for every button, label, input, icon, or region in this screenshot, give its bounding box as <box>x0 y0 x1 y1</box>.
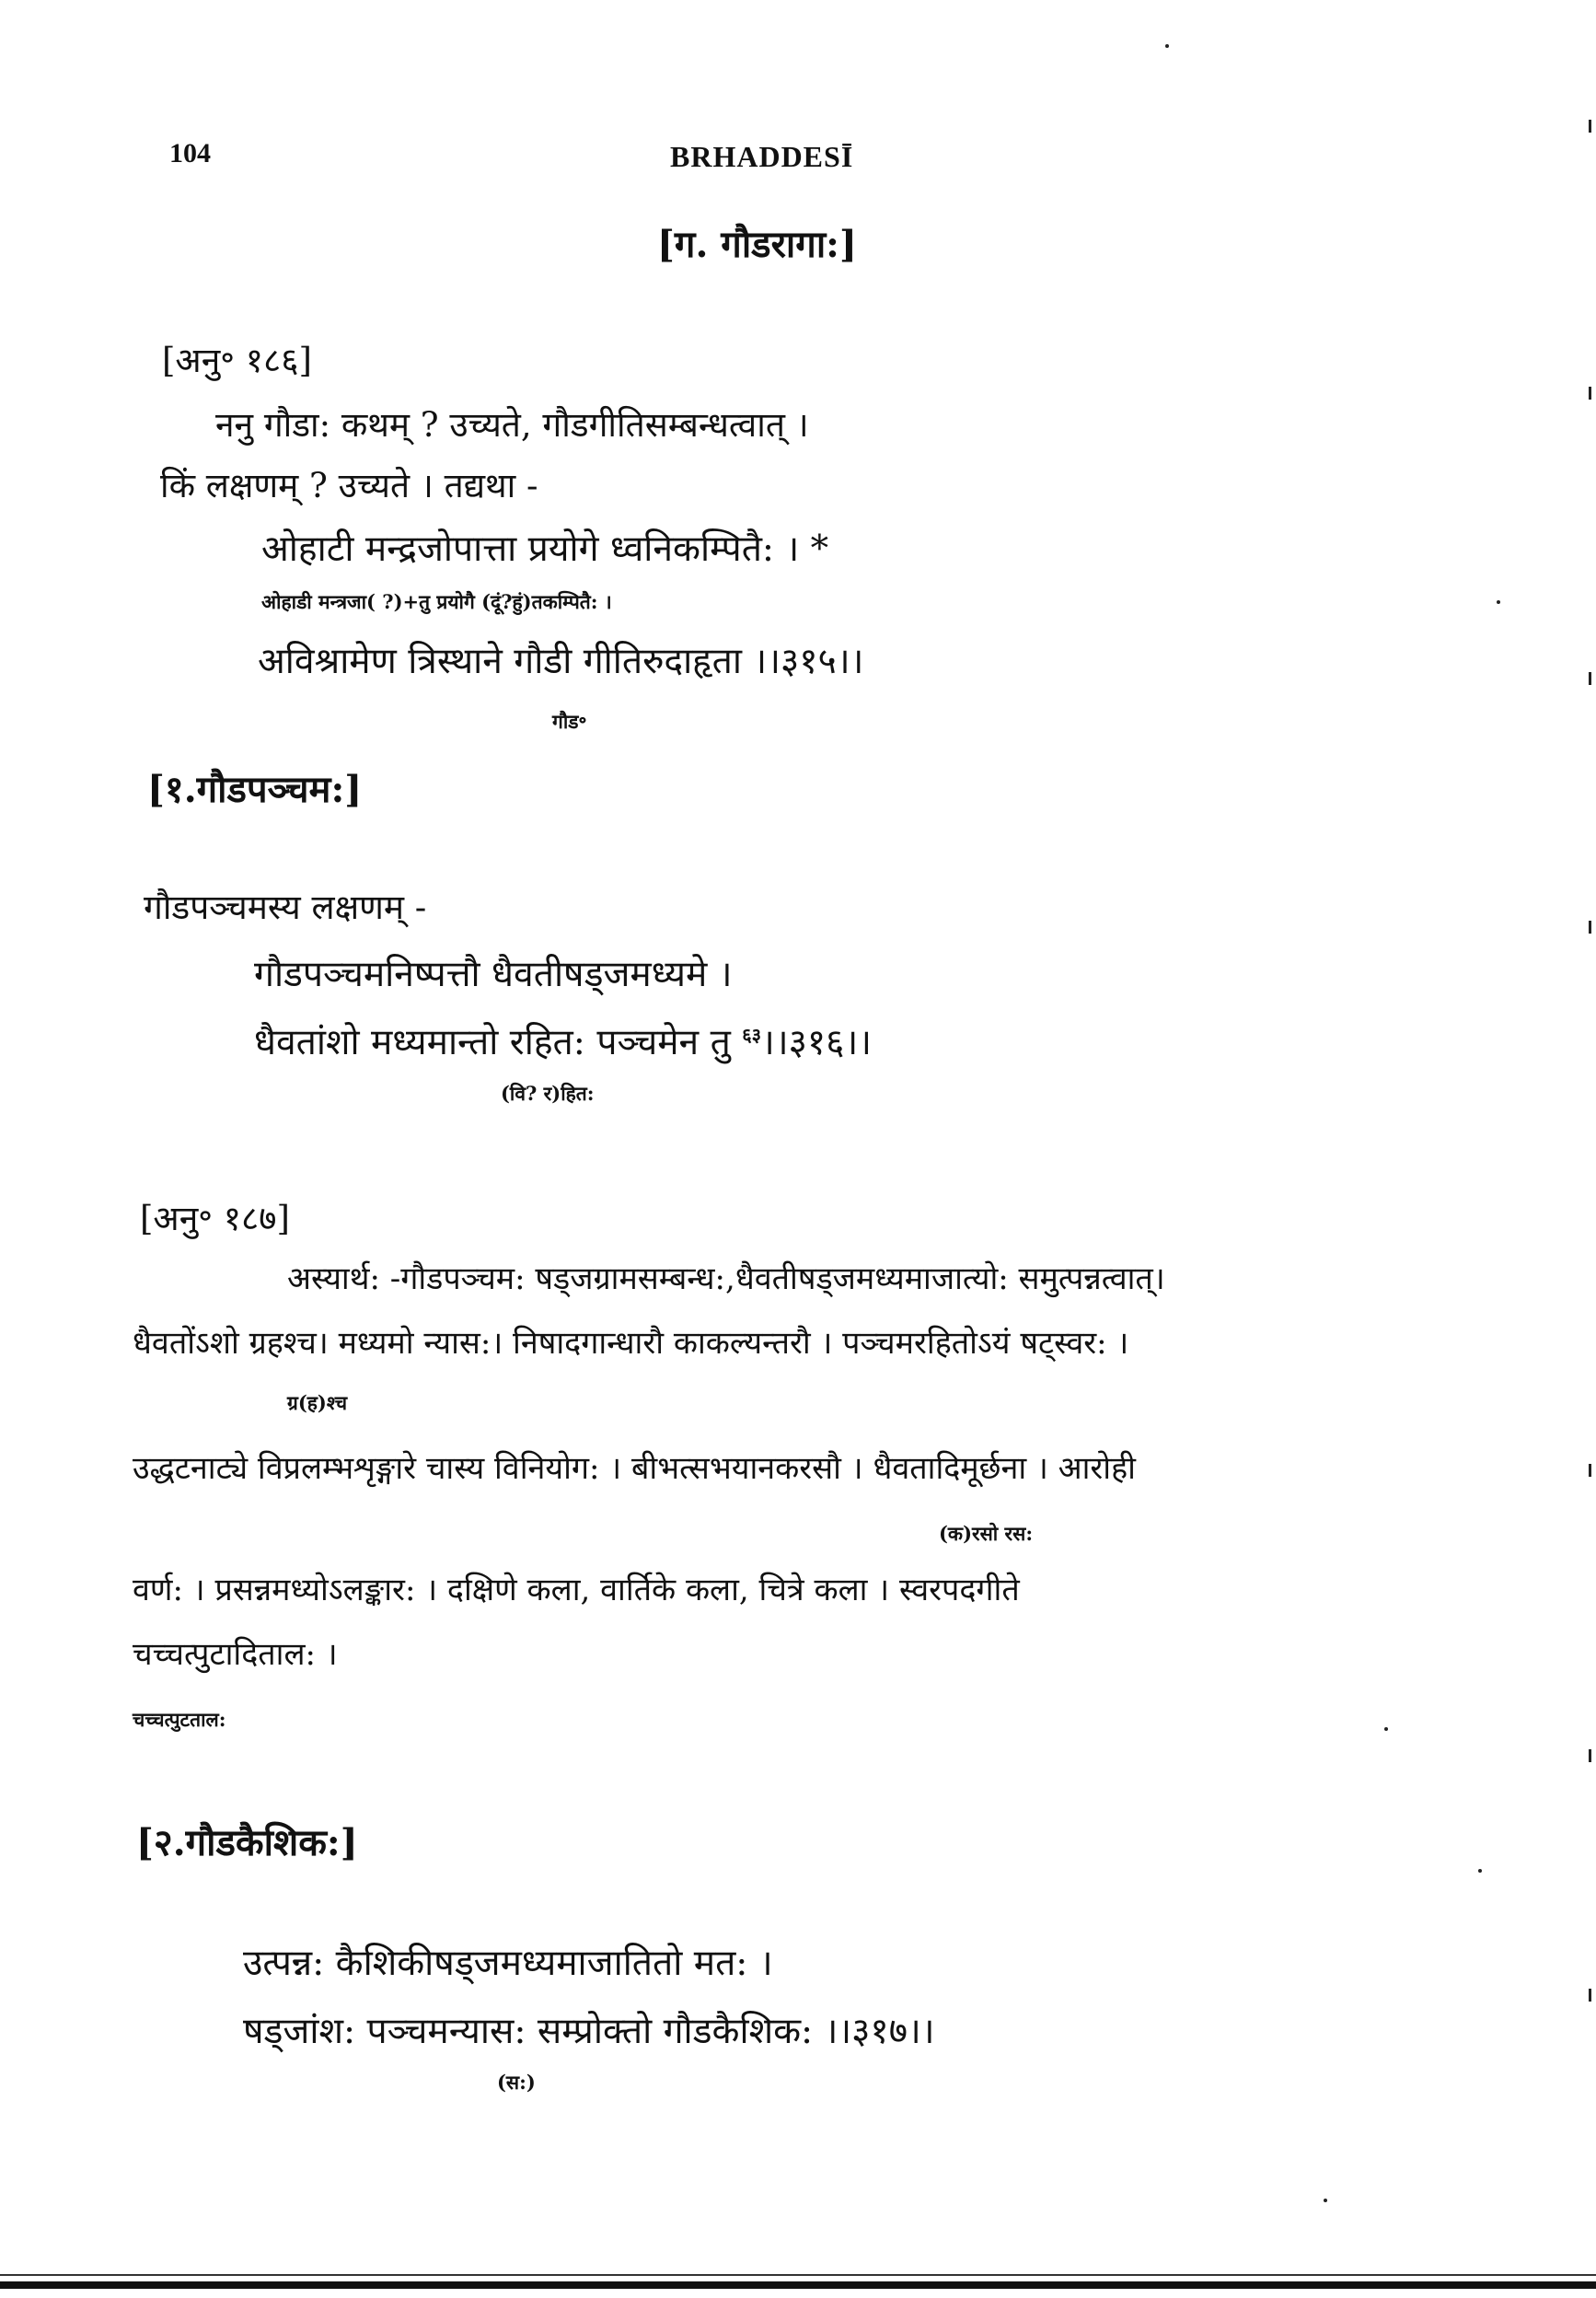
variant-reading: (स:) <box>497 2071 536 2094</box>
edge-mark <box>1589 1464 1591 1477</box>
page-edge-shadow <box>0 2274 1596 2276</box>
edge-mark <box>1589 672 1591 685</box>
edge-mark <box>1589 1989 1591 2002</box>
running-title: BRHADDESĪ <box>670 140 854 173</box>
prose-line: उद्धटनाट्ये विप्रलम्भशृङ्गारे चास्य विनियोग: । बीभत्सभयानकरसौ । धैवतादिमूर्छना । आरोही <box>133 1450 1136 1487</box>
subsection-title: [१.गौडपञ्चम:] <box>147 768 363 811</box>
variant-reading: (वि? र)हित: <box>501 1082 595 1105</box>
variant-reading: (क)रसो रस: <box>939 1522 1034 1545</box>
scan-speck <box>1165 44 1169 48</box>
scan-speck <box>1497 600 1500 604</box>
variant-reading: चच्चत्पुटताल: <box>133 1708 226 1731</box>
edge-mark <box>1589 1749 1591 1762</box>
verse-line: गौडपञ्चमनिष्पत्तौ धैवतीषड्जमध्यमे । <box>254 954 733 995</box>
prose-line: गौडपञ्चमस्य लक्षणम् - <box>144 888 427 927</box>
verse-line: ओहाटी मन्द्रजोपात्ता प्रयोगे ध्वनिकम्पितै: । * <box>261 528 829 570</box>
scan-speck <box>1478 1869 1482 1873</box>
verse-line: षड्जांश: पञ्चमन्यास: सम्प्रोक्तो गौडकैशिक: ।।३१७।। <box>243 2011 935 2052</box>
verse-line <box>254 1016 872 1065</box>
verse-text: धैवतांशो मध्यमान्तो रहित: पञ्चमेन तु <box>254 1022 731 1063</box>
scan-speck <box>1324 2199 1327 2202</box>
variant-reading: ओहाडी मन्त्रजा( ?)+तु प्रयोगै (दूं?हुं)तकम्पितै: । <box>261 590 612 613</box>
scan-speck <box>1384 1727 1388 1731</box>
anu-186-label: [अनु॰ १८६] <box>162 341 312 380</box>
verse-line: अविश्रामेण त्रिस्थाने गौडी गीतिरुदाहृता ।।३१५।। <box>258 641 864 682</box>
prose-line: वर्ण: । प्रसन्नमध्योऽलङ्कार: । दक्षिणे कला, वार्तिके कला, चित्रे कला । स्वरपदगीते <box>133 1572 1020 1608</box>
prose-line: चच्चत्पुटादिताल: । <box>133 1636 338 1673</box>
verse-line: उत्पन्न: कैशिकीषड्जमध्यमाजातितो मत: । <box>243 1943 773 1984</box>
edge-mark <box>1589 921 1591 934</box>
prose-line: धैवतोंऽशो ग्रहश्च। मध्यमो न्यास:। निषादगान्धारौ काकल्यन्तरौ । पञ्चमरहितोऽयं षट्स्वर: । <box>133 1325 1129 1362</box>
variant-reading: ग्र(ह)श्च <box>287 1391 348 1414</box>
edge-mark <box>1589 120 1591 133</box>
footnote-marker: ६३ <box>742 1024 762 1046</box>
prose-line: अस्यार्थ: -गौडपञ्चम: षड्जग्रामसम्बन्ध:,धैवतीषड्जमध्यमाजात्यो: समुत्पन्नत्वात्। <box>287 1260 1165 1297</box>
page-edge <box>0 2281 1596 2289</box>
section-title: [ग. गौडरागा:] <box>657 223 857 266</box>
page-number: 104 <box>169 138 211 168</box>
variant-reading: गौड॰ <box>552 710 587 733</box>
anu-187-label: [अनु॰ १८७] <box>140 1199 290 1238</box>
subsection-title: [२.गौडकैशिक:] <box>136 1821 358 1864</box>
prose-line: ननु गौडा: कथम् ? उच्यते, गौडगीतिसम्बन्धत्वात् । <box>215 405 809 445</box>
verse-number: ।।३१६।। <box>761 1022 873 1063</box>
edge-mark <box>1589 387 1591 400</box>
prose-line: किं लक्षणम् ? उच्यते । तद्यथा - <box>160 466 538 505</box>
